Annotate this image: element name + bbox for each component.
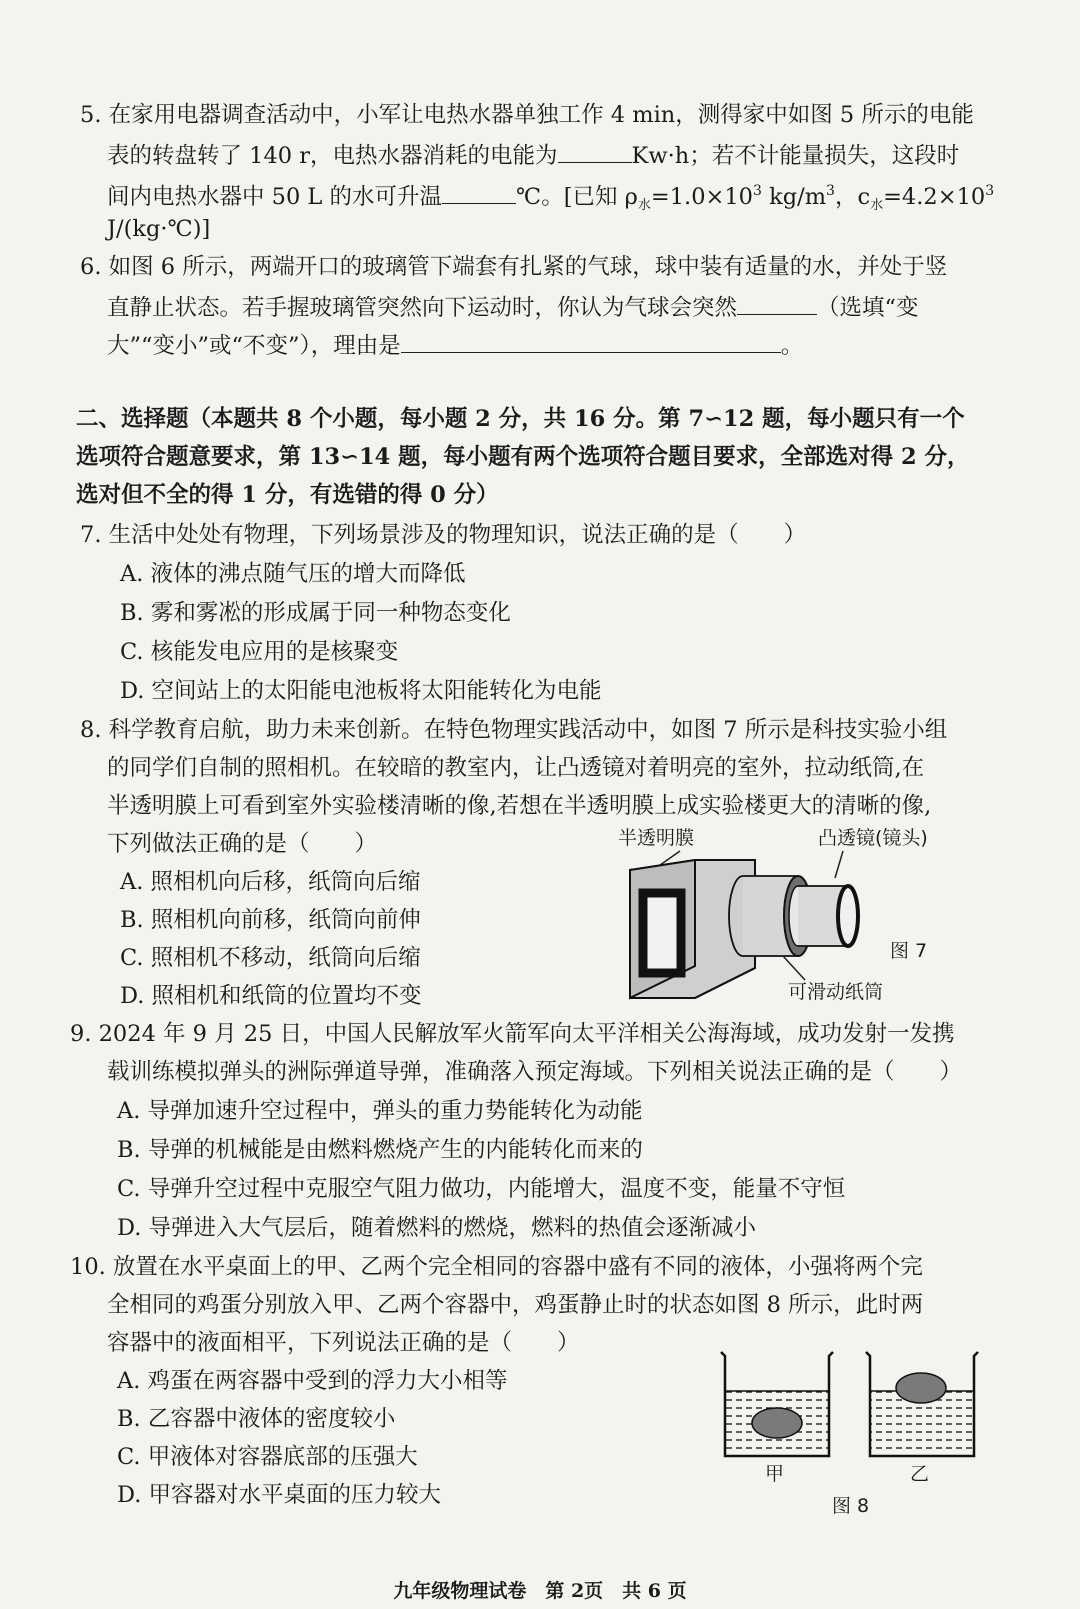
q5-line-2 xyxy=(107,138,959,171)
section-2-heading-3: 选对但不全的得 1 分，有选错的得 0 分） xyxy=(76,482,499,508)
q8-line-4: 下列做法正确的是（ ） xyxy=(107,831,378,857)
q6-blank-reason[interactable] xyxy=(401,328,781,353)
q10-option-b[interactable]: B. 乙容器中液体的密度较小 xyxy=(117,1406,396,1432)
section-2-heading-1: 二、选择题（本题共 8 个小题，每小题 2 分，共 16 分。第 7∽12 题，每小题只有一个 xyxy=(76,406,965,432)
q5-blank-energy[interactable] xyxy=(558,138,632,163)
q9-line-1: 9. 2024 年 9 月 25 日，中国人民解放军火箭军向太平洋相关公海海域，成功发射一发携 xyxy=(70,1021,955,1047)
q9-option-d[interactable]: D. 导弹进入大气层后，随着燃料的燃烧，燃料的热值会逐渐减小 xyxy=(117,1215,757,1241)
q5-sup: 3 xyxy=(753,183,762,199)
q5-sup-3: 3 xyxy=(985,183,995,199)
fig8-egg-yi xyxy=(896,1373,946,1403)
q5-sub-water-2: 水 xyxy=(870,198,884,213)
q8-option-c[interactable]: C. 照相机不移动，纸筒向后缩 xyxy=(120,945,421,971)
fig8-label-jia: 甲 xyxy=(765,1463,785,1485)
fig8-caption: 图 8 xyxy=(832,1495,870,1517)
q5-line-3 xyxy=(107,176,994,221)
q5-line-3-text-b: ℃。[已知 ρ xyxy=(516,184,638,210)
q8-line-3: 半透明膜上可看到室外实验楼清晰的像,若想在半透明膜上成实验楼更大的清晰的像, xyxy=(107,793,932,819)
q7-option-c[interactable]: C. 核能发电应用的是核聚变 xyxy=(120,639,399,665)
fig7-membrane-label: 半透明膜 xyxy=(618,827,695,849)
q5-heat: =4.2×10 xyxy=(883,184,986,210)
q5-c: ，c xyxy=(834,184,871,210)
q5-sup-2: 3 xyxy=(826,183,835,199)
q6-line-3-end: 。 xyxy=(780,333,804,359)
q5-line-1: 5. 在家用电器调查活动中，小军让电热水器单独工作 4 min，测得家中如图 5 所示的电能 xyxy=(80,102,974,128)
q7-option-d[interactable]: D. 空间站上的太阳能电池板将太阳能转化为电能 xyxy=(120,678,602,704)
q5-line-3-text: 间内电热水器中 50 L 的水可升温 xyxy=(107,184,443,210)
q6-line-2-text: 直静止状态。若手握玻璃管突然向下运动时，你认为气球会突然 xyxy=(107,295,738,321)
q8-option-d[interactable]: D. 照相机和纸筒的位置均不变 xyxy=(120,983,422,1009)
fig7-caption: 图 7 xyxy=(890,940,928,962)
section-2-heading-2: 选项符合题意要求，第 13∽14 题，每小题有两个选项符合题目要求，全部选对得 2 分， xyxy=(76,444,970,470)
fig7-tube-label: 可滑动纸筒 xyxy=(788,981,884,1003)
q6-line-1: 6. 如图 6 所示，两端开口的玻璃管下端套有扎紧的气球，球中装有适量的水，并处于竖 xyxy=(80,254,948,280)
q9-option-a[interactable]: A. 导弹加速升空过程中，弹头的重力势能转化为动能 xyxy=(117,1098,643,1124)
q6-blank-change[interactable] xyxy=(737,290,817,315)
q10-option-d[interactable]: D. 甲容器对水平桌面的压力较大 xyxy=(117,1482,442,1508)
page-footer: 九年级物理试卷 第 2页 共 6 页 xyxy=(393,1580,687,1602)
q6-line-3-text: 大”“变小”或“不变”），理由是 xyxy=(107,333,401,359)
q7-option-a[interactable]: A. 液体的沸点随气压的增大而降低 xyxy=(120,561,466,587)
q5-sub-water: 水 xyxy=(637,198,651,213)
q5-line-2-text-b: Kw·h；若不计能量损失，这段时 xyxy=(631,143,960,169)
fig8-containers-diagram xyxy=(715,1348,1005,1463)
q10-option-a[interactable]: A. 鸡蛋在两容器中受到的浮力大小相等 xyxy=(117,1368,508,1394)
q6-line-3 xyxy=(107,328,803,361)
q10-line-3: 容器中的液面相平，下列说法正确的是（ ） xyxy=(107,1330,580,1356)
q9-line-2: 载训练模拟弹头的洲际弹道导弹，准确落入预定海域。下列相关说法正确的是（ ） xyxy=(107,1059,963,1085)
q8-option-a[interactable]: A. 照相机向后移，纸筒向后缩 xyxy=(120,869,421,895)
fig7-lens-label: 凸透镜(镜头) xyxy=(818,827,928,849)
q8-line-1: 8. 科学教育启航，助力未来创新。在特色物理实践活动中，如图 7 所示是科技实验小组 xyxy=(80,717,948,743)
fig8-egg-jia xyxy=(752,1408,802,1438)
q10-line-1: 10. 放置在水平桌面上的甲、乙两个完全相同的容器中盛有不同的液体，小强将两个完 xyxy=(70,1254,923,1280)
q7-option-b[interactable]: B. 雾和雾凇的形成属于同一种物态变化 xyxy=(120,600,511,626)
fig8-label-yi: 乙 xyxy=(910,1463,930,1485)
q9-option-b[interactable]: B. 导弹的机械能是由燃料燃烧产生的内能转化而来的 xyxy=(117,1137,643,1163)
q5-density: =1.0×10 xyxy=(650,184,753,210)
q10-option-c[interactable]: C. 甲液体对容器底部的压强大 xyxy=(117,1444,418,1470)
q7-stem: 7. 生活中处处有物理，下列场景涉及的物理知识，说法正确的是（ ） xyxy=(80,522,807,548)
q8-option-b[interactable]: B. 照相机向前移，纸筒向前伸 xyxy=(120,907,421,933)
q6-line-2-text-b: （选填“变 xyxy=(817,295,919,321)
q6-line-2 xyxy=(107,290,919,323)
q10-line-2: 全相同的鸡蛋分别放入甲、乙两个容器中，鸡蛋静止时的状态如图 8 所示，此时两 xyxy=(107,1292,924,1318)
q5-blank-temp[interactable] xyxy=(442,179,516,204)
q5-line-4: J/(kg·℃)] xyxy=(107,216,211,242)
q5-unit: kg/m xyxy=(761,184,827,210)
q5-line-2-text: 表的转盘转了 140 r，电热水器消耗的电能为 xyxy=(107,143,558,169)
q9-option-c[interactable]: C. 导弹升空过程中克服空气阻力做功，内能增大，温度不变，能量不守恒 xyxy=(117,1176,846,1202)
q8-line-2: 的同学们自制的照相机。在较暗的教室内，让凸透镜对着明亮的室外，拉动纸筒,在 xyxy=(107,755,925,781)
